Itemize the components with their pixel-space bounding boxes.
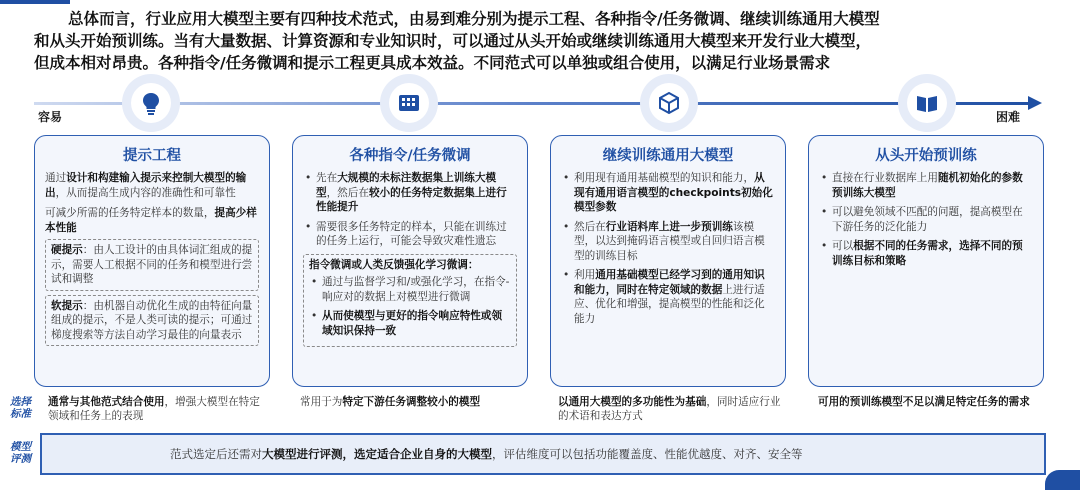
instruction-tuning-box: 指令微调或人类反馈强化学习微调： • 通过与监督学习和/或强化学习，在指令-响应对的数据上对模型进行微调 • 从而使模型与更好的指令响应特性或领域知识保持一致 <box>303 254 517 348</box>
list-item: • 先在大规模的未标注数据集上训练大模型，然后在较小的任务特定数据集上进行性能提升 <box>303 171 517 215</box>
card-paragraph: 通过设计和构建输入提示来控制大模型的输出，从而提高生成内容的准确性和可靠性 <box>45 172 247 199</box>
keyboard-icon <box>380 74 438 132</box>
intro-line-3: 但成本相对昂贵。各种指令/任务微调和提示工程更具成本效益。不同范式可以单独或组合使用，以满足行业场景需求 <box>34 54 831 72</box>
card-instruction-finetuning <box>292 135 528 387</box>
evaluation-box: 范式选定后还需对 大模型进行评测，选定适合企业自身的大模型 ，评估维度可以包括功能覆盖度、性能优越度、对齐、安全等 <box>40 433 1046 475</box>
selection-criterion: 常用于为特定下游任务调整较小的模型 <box>300 396 481 408</box>
timeline-easy-label: 容易 <box>38 110 63 124</box>
intro-paragraph <box>34 8 1044 74</box>
timeline-arrowhead <box>1028 96 1042 110</box>
list-item: • 利用现有通用基础模型的知识和能力，从现有通用语言模型的checkpoints初始化模型参数 <box>561 171 775 215</box>
cube-icon <box>640 74 698 132</box>
corner-decoration <box>1045 470 1080 490</box>
card-continue-training <box>550 135 786 387</box>
list-item: • 从而使模型与更好的指令响应特性或领域知识保持一致 <box>309 309 511 338</box>
card-title: 提示工程 <box>123 148 181 164</box>
card-title: 从头开始预训练 <box>875 148 977 164</box>
hard-prompt-box: 硬提示：由人工设计的由具体词汇组成的提示，需要人工根据不同的任务和模型进行尝试和调整 <box>45 239 259 291</box>
card-pretrain-from-scratch <box>808 135 1044 387</box>
selection-criterion: 通常与其他范式结合使用，增强大模型在特定领域和任务上的表现 <box>48 396 260 422</box>
list-item: • 通过与监督学习和/或强化学习，在指令-响应对的数据上对模型进行微调 <box>309 275 511 304</box>
model-evaluation-label: 模型评测 <box>10 441 31 465</box>
list-item: • 直接在行业数据库上用随机初始化的参数预训练大模型 <box>819 171 1033 200</box>
timeline-hard-label: 困难 <box>996 110 1021 124</box>
card-paragraph: 可减少所需的任务特定样本的数量，提高少样本性能 <box>45 207 257 234</box>
difficulty-timeline <box>34 102 1034 105</box>
intro-line-2: 和从头开始预训练。当有大量数据、计算资源和专业知识时，可以通过从头开始或继续训练通用大模型来开发行业大模型， <box>34 32 872 50</box>
list-item: • 可以根据不同的任务需求，选择不同的预训练目标和策略 <box>819 239 1033 268</box>
list-item: • 需要很多任务特定的样本，只能在训练过的任务上运行，可能会导致灾难性遗忘 <box>303 220 517 249</box>
list-item: • 然后在行业语料库上进一步预训练该模型，以达到掩码语言模型或自回归语言模型的训练目标 <box>561 220 775 264</box>
list-item: • 可以避免领域不匹配的问题，提高模型在下游任务的泛化能力 <box>819 205 1033 234</box>
selection-criterion: 以通用大模型的多功能性为基础，同时适应行业的术语和表达方式 <box>558 396 781 422</box>
lightbulb-icon <box>122 74 180 132</box>
card-prompt-engineering <box>34 135 270 387</box>
selection-criterion: 可用的预训练模型不足以满足特定任务的需求 <box>818 396 1030 408</box>
intro-line-1: 总体而言，行业应用大模型主要有四种技术范式，由易到难分别为提示工程、各种指令/任务微调、继续训练通用大模型 <box>68 10 880 28</box>
top-accent-strip <box>0 0 70 4</box>
selection-criteria-label: 选择标准 <box>10 396 31 420</box>
card-title: 继续训练通用大模型 <box>602 148 734 164</box>
book-icon <box>898 74 956 132</box>
soft-prompt-box: 软提示：由机器自动优化生成的由特征向量组成的提示，不是人类可读的提示；可通过梯度搜索等方法自动学习最佳的向量表示 <box>45 295 259 347</box>
list-item: • 利用通用基础模型已经学习到的通用知识和能力，同时在特定领域的数据上进行适应、优化和增强，提高模型的性能和泛化能力 <box>561 268 775 326</box>
card-title: 各种指令/任务微调 <box>349 148 471 164</box>
